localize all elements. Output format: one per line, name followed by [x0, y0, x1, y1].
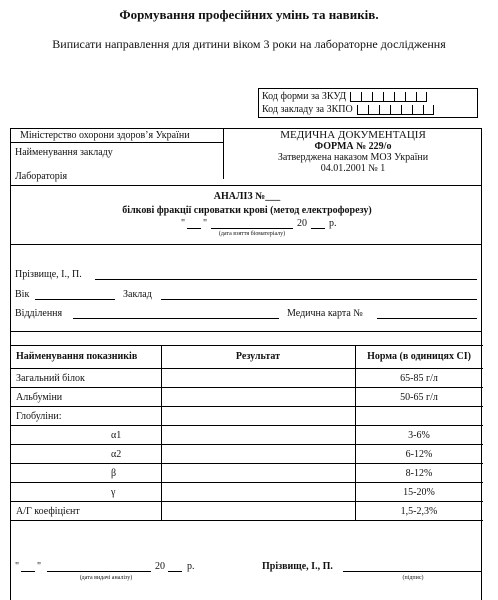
- header-name: Найменування показників: [16, 351, 138, 362]
- task-description: Виписати направлення для дитини віком 3 роки на лабораторне дослідження: [52, 37, 446, 51]
- issue-date: [15, 561, 215, 575]
- month-field[interactable]: [211, 218, 293, 229]
- age-field[interactable]: [35, 289, 115, 300]
- approval-date: 04.01.2001 № 1: [320, 163, 386, 174]
- norm-value: 6-12%: [405, 449, 433, 460]
- indicator-name: Глобуліни:: [16, 411, 62, 422]
- indicator-name: α2: [111, 449, 122, 460]
- signature-caption: (підпис): [402, 575, 424, 581]
- page-title: Формування професійних умінь та навиків.: [119, 7, 379, 22]
- header-result: Результат: [235, 351, 281, 362]
- age-label: Вік: [15, 289, 30, 300]
- table-row: [11, 407, 483, 426]
- patient-name-label: Прізвище, І., П.: [15, 269, 82, 280]
- norm-value: 15-20%: [403, 487, 435, 498]
- form-identity: [223, 130, 483, 174]
- issue-open-quote: ": [15, 561, 20, 572]
- ministry-text: Міністерство охорони здоров’я України: [20, 130, 190, 141]
- department-label: Відділення: [15, 308, 63, 319]
- indicator-name: А/Г коефіцієнт: [16, 506, 80, 517]
- collection-date-caption: (дата взяття біоматеріалу): [218, 231, 286, 237]
- med-card-field[interactable]: [377, 308, 477, 319]
- table-header-row: [11, 345, 483, 369]
- norm-value: 3-6%: [408, 430, 430, 441]
- result-cell[interactable]: [161, 409, 355, 424]
- results-table: [11, 345, 483, 521]
- lab-referral-form: [10, 128, 482, 600]
- indicator-name: β: [111, 468, 117, 479]
- table-row: [11, 502, 483, 521]
- zkpo-label: Код закладу за ЗКПО: [262, 104, 353, 115]
- day-field[interactable]: [187, 218, 201, 229]
- collection-date: [181, 218, 381, 232]
- column-divider: [355, 407, 356, 426]
- table-row: [11, 483, 483, 502]
- issue-close-quote: ": [37, 561, 42, 572]
- ministry-cell: [11, 129, 223, 143]
- zkud-code-cells[interactable]: [350, 92, 427, 102]
- indicator-name: γ: [111, 487, 116, 498]
- indicator-name: α1: [111, 430, 122, 441]
- issue-day-field[interactable]: [21, 561, 35, 572]
- result-cell[interactable]: [161, 485, 355, 500]
- result-cell[interactable]: [161, 390, 355, 405]
- table-row: [11, 464, 483, 483]
- form-codes-box: [258, 88, 478, 118]
- patient-name-field[interactable]: [95, 269, 477, 280]
- laboratory-label: Лабораторія: [15, 171, 68, 182]
- norm-value: 8-12%: [405, 468, 433, 479]
- facility-field[interactable]: [161, 289, 477, 300]
- issue-month-field[interactable]: [47, 561, 151, 572]
- year-field[interactable]: [311, 218, 325, 229]
- issue-year-prefix: 20: [155, 561, 165, 572]
- issue-date-caption: (дата видачі аналізу): [79, 575, 133, 581]
- separator: [11, 244, 481, 245]
- issue-year-field[interactable]: [168, 561, 182, 572]
- result-cell[interactable]: [161, 371, 355, 386]
- form-number: ФОРМА № 229/о: [314, 141, 392, 152]
- result-cell[interactable]: [161, 447, 355, 462]
- med-card-label: Медична карта №: [287, 308, 363, 319]
- med-doc-label: МЕДИЧНА ДОКУМЕНТАЦІЯ: [280, 129, 426, 141]
- approval-text: Затверджена наказом МОЗ України: [277, 152, 429, 163]
- result-cell[interactable]: [161, 504, 355, 519]
- year-suffix: р.: [329, 218, 337, 229]
- analysis-subtitle: білкові фракції сироватки крові (метод електрофорезу): [122, 205, 372, 216]
- facility-label: Заклад: [123, 289, 152, 300]
- norm-value: 1,5-2,3%: [400, 506, 438, 517]
- separator: [11, 185, 481, 186]
- zkpo-code-cells[interactable]: [357, 105, 434, 115]
- separator: [11, 331, 481, 332]
- signature-name-label: Прізвище, І., П.: [262, 561, 333, 572]
- table-row: [11, 369, 483, 388]
- norm-value: 65-85 г/л: [400, 373, 438, 384]
- result-cell[interactable]: [161, 466, 355, 481]
- date-open-quote: ": [181, 218, 186, 229]
- norm-value: 50-65 г/л: [400, 392, 438, 403]
- table-row: [11, 388, 483, 407]
- date-close-quote: ": [203, 218, 208, 229]
- institution-label: Найменування закладу: [15, 147, 113, 158]
- zkud-code-row: [262, 90, 474, 103]
- result-cell[interactable]: [161, 428, 355, 443]
- department-field[interactable]: [73, 308, 279, 319]
- signature-field[interactable]: [343, 561, 481, 572]
- issue-year-suffix: р.: [187, 561, 195, 572]
- header-norm: Норма (в одиницях СІ): [367, 351, 471, 362]
- zkpo-code-row: [262, 103, 474, 116]
- year-prefix: 20: [297, 218, 307, 229]
- analysis-title: АНАЛІЗ №___: [213, 191, 281, 202]
- table-row: [11, 445, 483, 464]
- zkud-label: Код форми за ЗКУД: [262, 91, 347, 102]
- table-row: [11, 426, 483, 445]
- indicator-name: Загальний білок: [16, 373, 85, 384]
- indicator-name: Альбуміни: [16, 392, 63, 403]
- table-body: [11, 369, 483, 521]
